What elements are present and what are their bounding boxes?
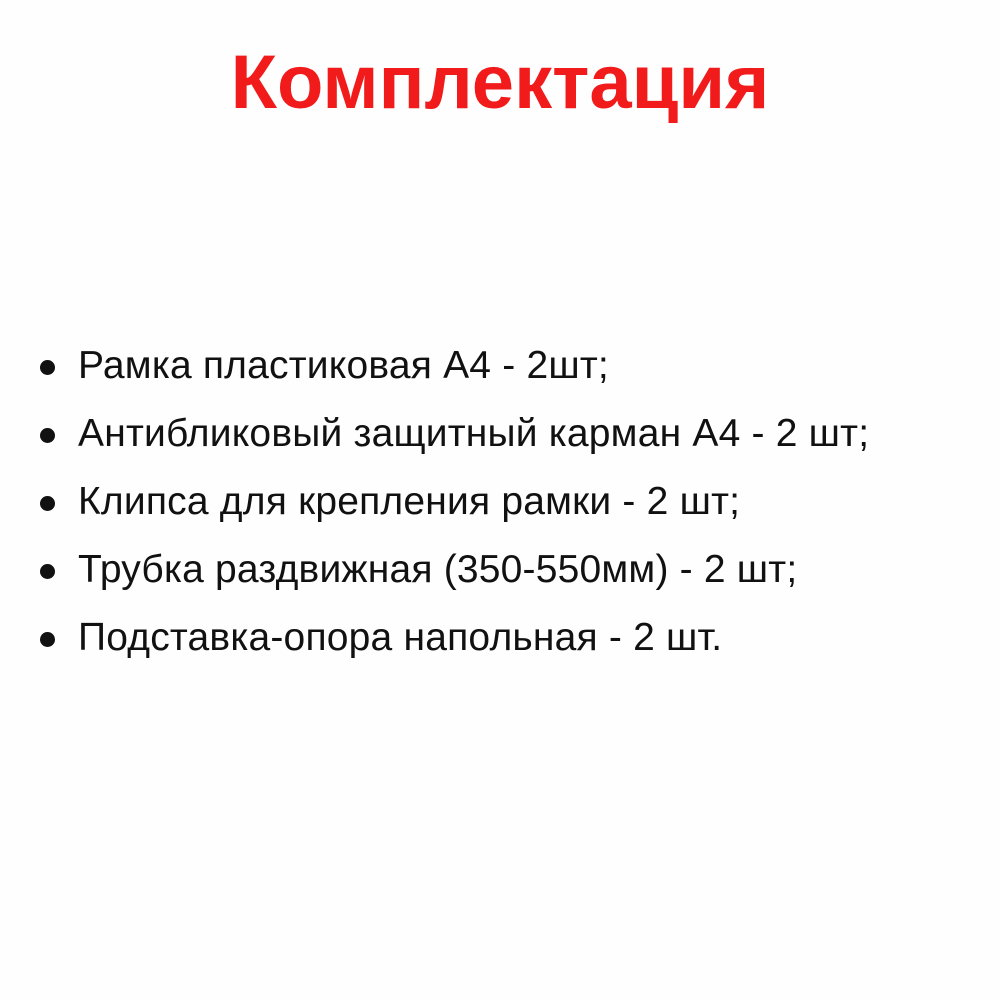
list-item-label: Трубка раздвижная (350-550мм) - 2 шт; (78, 548, 798, 591)
contents-list (0, 332, 1000, 672)
list-item (0, 468, 1000, 536)
list-item-label: Клипса для крепления рамки - 2 шт; (78, 480, 741, 523)
bullet-icon (40, 360, 55, 375)
bullet-icon (40, 496, 55, 511)
bullet-icon (40, 564, 55, 579)
list-item-label: Рамка пластиковая А4 - 2шт; (78, 344, 609, 387)
list-item-label: Подставка-опора напольная - 2 шт. (78, 616, 723, 659)
list-item-label: Антибликовый защитный карман А4 - 2 шт; (78, 412, 870, 455)
list-item (0, 332, 1000, 400)
page-title: Комплектация (230, 40, 770, 125)
bullet-icon (40, 428, 55, 443)
list-item (0, 604, 1000, 672)
list-item (0, 400, 1000, 468)
bullet-icon (40, 632, 55, 647)
list-item (0, 536, 1000, 604)
